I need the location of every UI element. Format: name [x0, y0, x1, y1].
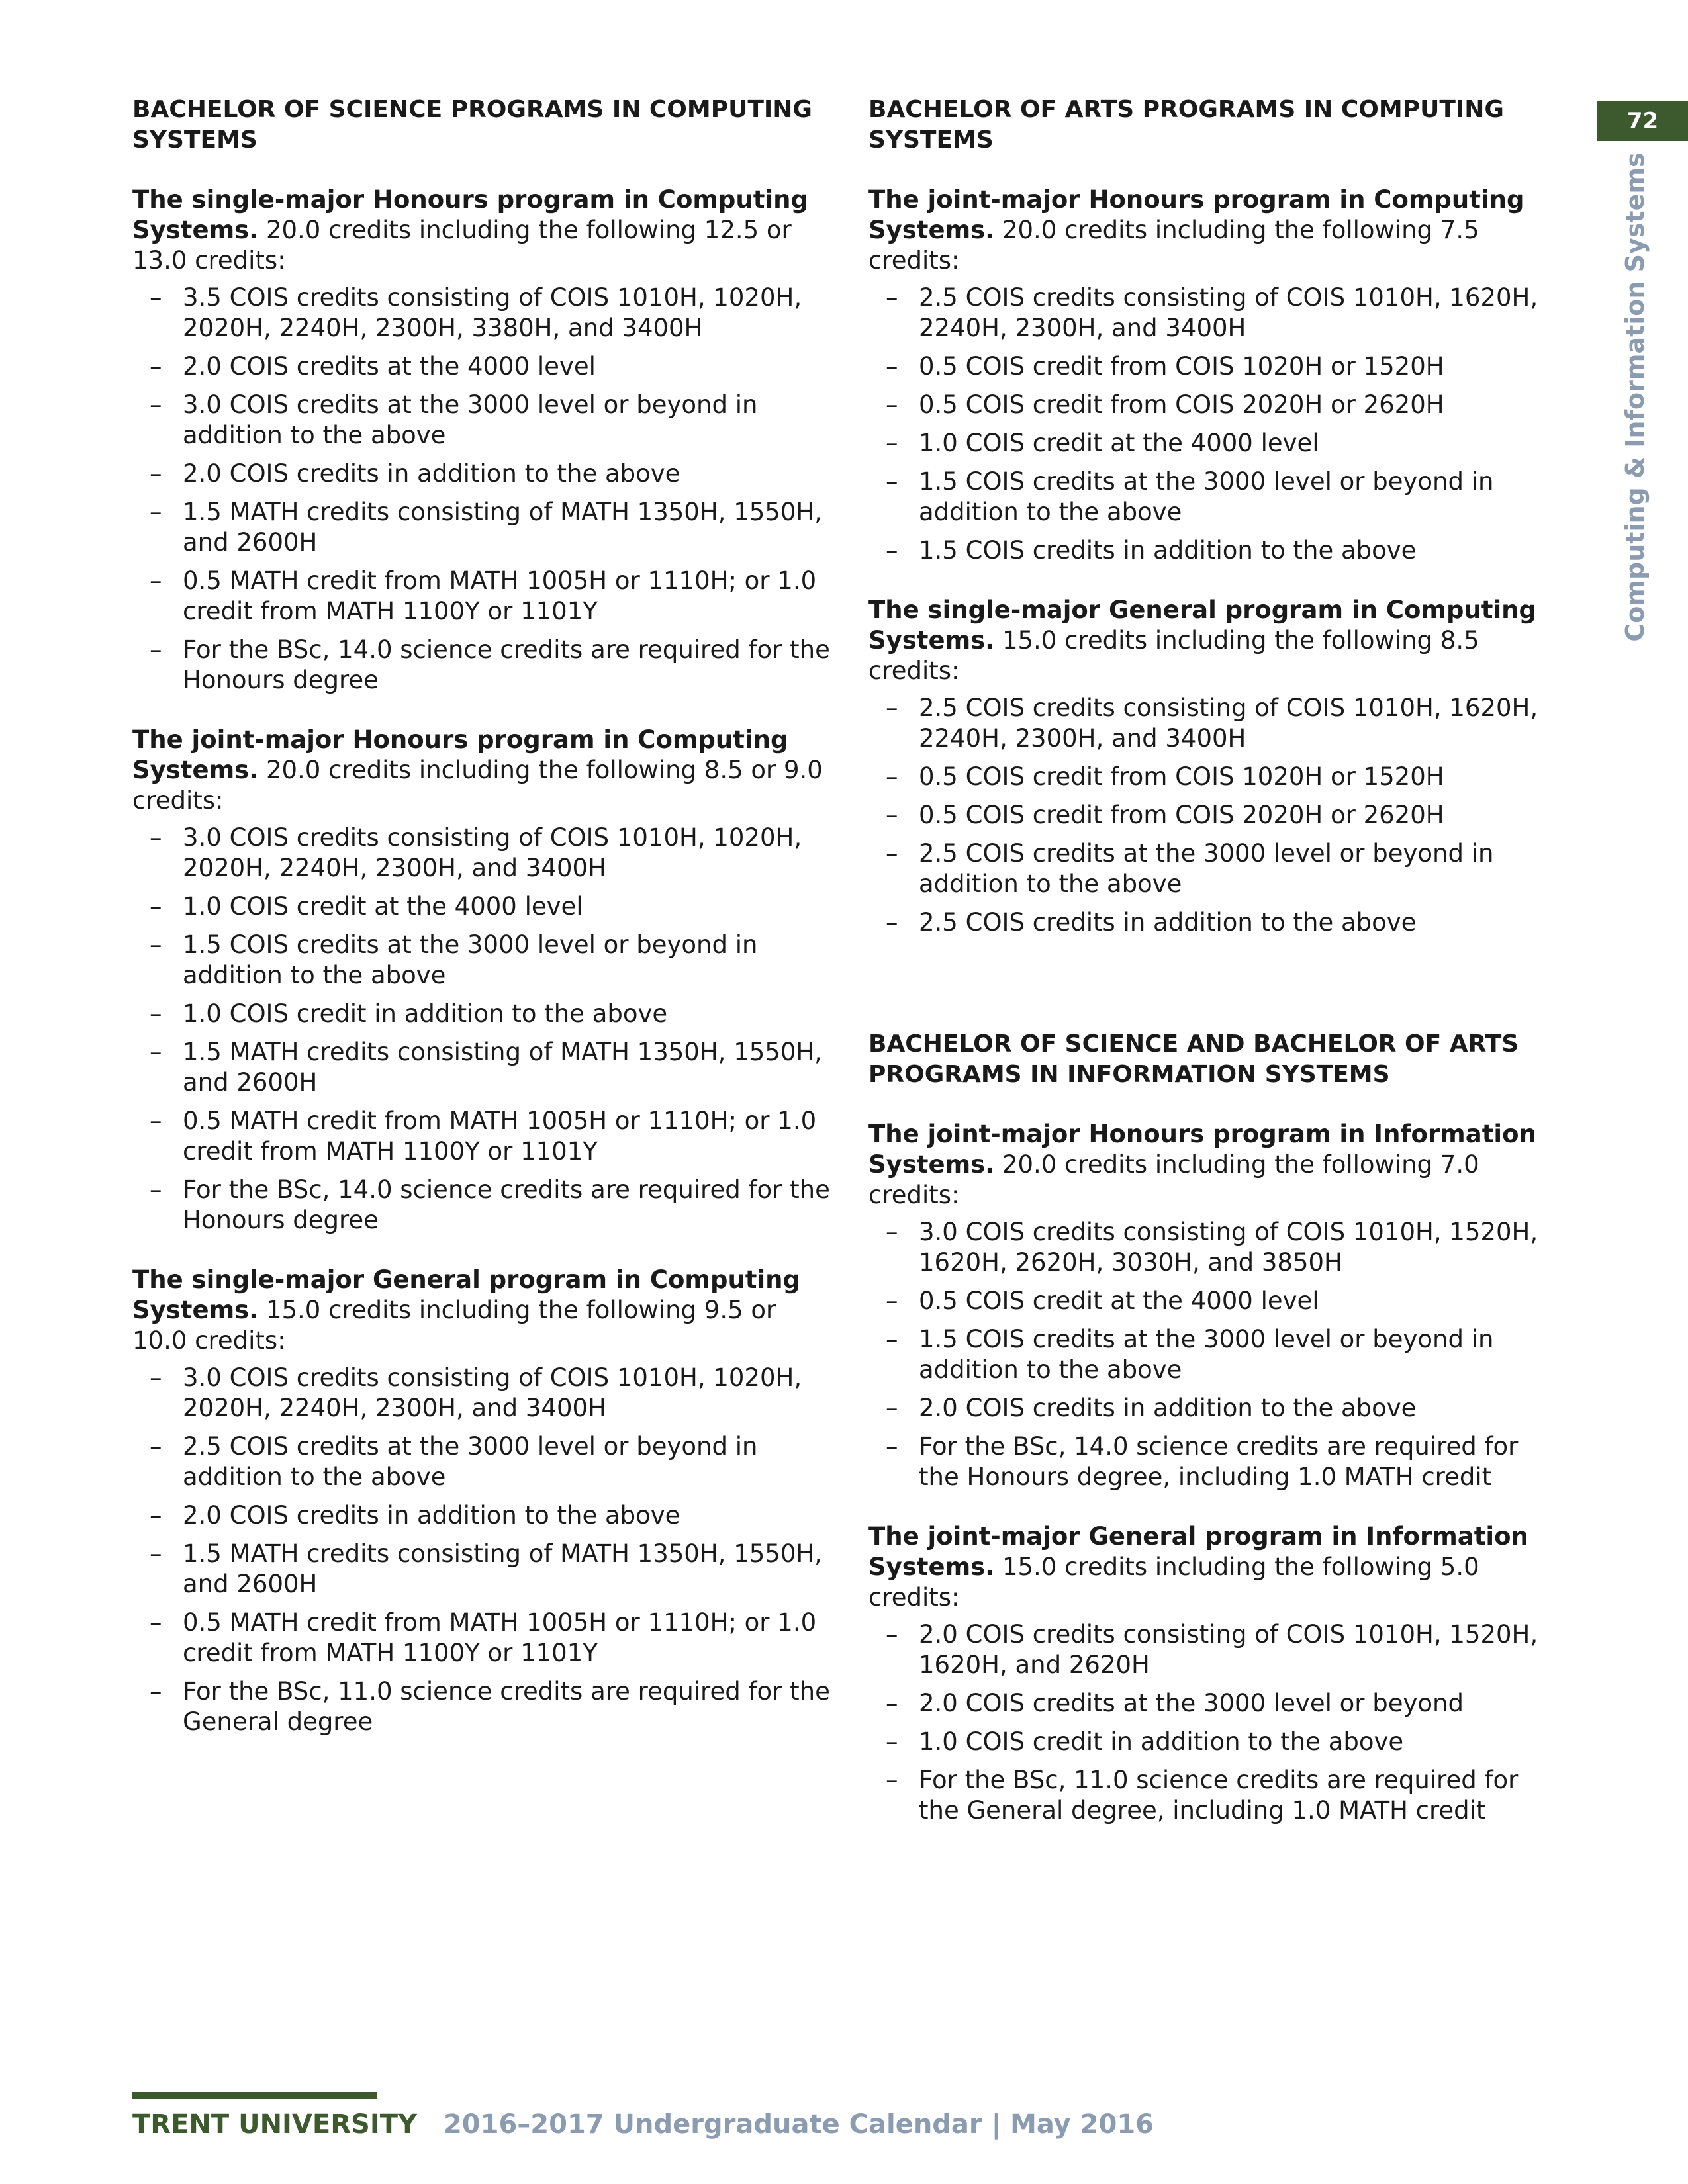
program-intro [132, 725, 831, 816]
dash-bullet: – [886, 429, 898, 457]
requirement-text: 2.5 COIS credits consisting of COIS 1010H, 1620H, 2240H, 2300H, and 3400H [919, 694, 1538, 752]
requirement-text: 1.5 COIS credits at the 3000 level or beyond in addition to the above [919, 1325, 1494, 1384]
requirement-text: 0.5 COIS credit from COIS 2020H or 2620H [919, 390, 1444, 419]
requirement-text: 3.0 COIS credits consisting of COIS 1010H, 1520H, 1620H, 2620H, 3030H, and 3850H [919, 1218, 1538, 1277]
program-intro [868, 185, 1564, 276]
requirement-text: 3.0 COIS credits consisting of COIS 1010H, 1020H, 2020H, 2240H, 2300H, and 3400H [183, 1363, 802, 1422]
dash-bullet: – [150, 498, 162, 526]
requirement-text: For the BSc, 11.0 science credits are required for the General degree [183, 1677, 830, 1736]
requirement-text: 1.0 COIS credit in addition to the above [183, 999, 668, 1028]
dash-bullet: – [886, 1394, 898, 1422]
dash-bullet: – [150, 635, 162, 664]
right-column [868, 95, 1564, 1834]
requirement-text: 1.5 COIS credits at the 3000 level or beyond in addition to the above [183, 931, 758, 989]
dash-bullet: – [150, 892, 162, 921]
program-credits: 15.0 credits including the following 5.0 credits: [868, 1553, 1479, 1612]
program-block [868, 1522, 1564, 1826]
requirement-text: 1.0 COIS credit at the 4000 level [183, 892, 583, 921]
requirements-list [868, 283, 1564, 566]
program-credits: 20.0 credits including the following 12.5 or 13.0 credits: [132, 216, 792, 275]
requirement-item [132, 390, 831, 451]
requirement-text: 0.5 MATH credit from MATH 1005H or 1110H; or 1.0 credit from MATH 1100Y or 1101Y [183, 567, 817, 625]
requirement-text: 2.5 COIS credits at the 3000 level or beyond in addition to the above [183, 1432, 758, 1491]
program-credits: 15.0 credits including the following 8.5 credits: [868, 626, 1479, 685]
requirement-item [868, 1432, 1564, 1492]
program-intro [868, 1119, 1564, 1210]
requirement-text: 2.0 COIS credits in addition to the above [183, 459, 680, 488]
program-title: The joint-major General program in Information Systems. [868, 1522, 1528, 1581]
requirement-item [132, 283, 831, 343]
side-section-title: Computing & Information Systems [1620, 152, 1650, 642]
requirement-item [132, 1608, 831, 1668]
footer [132, 2109, 1154, 2140]
dash-bullet: – [150, 823, 162, 852]
requirement-item [868, 428, 1564, 459]
dash-bullet: – [150, 1363, 162, 1392]
requirement-item [868, 1688, 1564, 1719]
page-number: 72 [1597, 101, 1688, 141]
program-intro [868, 595, 1564, 686]
program-intro [132, 185, 831, 276]
dash-bullet: – [150, 1038, 162, 1066]
requirement-item [132, 891, 831, 922]
dash-bullet: – [150, 931, 162, 959]
requirement-text: 2.0 COIS credits in addition to the above [919, 1394, 1417, 1422]
requirements-list [868, 1619, 1564, 1826]
dash-bullet: – [886, 1325, 898, 1353]
dash-bullet: – [886, 1727, 898, 1756]
section-heading: BACHELOR OF SCIENCE AND BACHELOR OF ARTS PROGRAMS IN INFORMATION SYSTEMS [868, 1030, 1519, 1088]
requirement-text: 2.0 COIS credits at the 3000 level or beyond [919, 1689, 1464, 1717]
requirement-item [868, 762, 1564, 792]
requirements-list [868, 693, 1564, 938]
section-heading: BACHELOR OF SCIENCE PROGRAMS IN COMPUTING SYSTEMS [132, 96, 812, 154]
program-title: The joint-major Honours program in Computing Systems. [868, 185, 1524, 244]
requirement-text: 2.5 COIS credits consisting of COIS 1010H, 1620H, 2240H, 2300H, and 3400H [919, 283, 1538, 342]
dash-bullet: – [886, 283, 898, 312]
dash-bullet: – [150, 1175, 162, 1204]
program-credits: 15.0 credits including the following 9.5 or 10.0 credits: [132, 1296, 776, 1355]
requirement-item [868, 283, 1564, 343]
requirement-item [132, 1500, 831, 1531]
program-block [132, 725, 831, 1236]
dash-bullet: – [886, 467, 898, 496]
requirement-text: 0.5 COIS credit from COIS 1020H or 1520H [919, 352, 1444, 381]
requirement-text: 3.0 COIS credits consisting of COIS 1010H, 1020H, 2020H, 2240H, 2300H, and 3400H [183, 823, 802, 882]
dash-bullet: – [886, 908, 898, 936]
requirement-text: 2.5 COIS credits in addition to the above [919, 908, 1417, 936]
requirement-text: 0.5 COIS credit from COIS 2020H or 2620H [919, 801, 1444, 829]
program-block [868, 185, 1564, 566]
requirement-text: 3.5 COIS credits consisting of COIS 1010H, 1020H, 2020H, 2240H, 2300H, 3380H, and 3400H [183, 283, 802, 342]
requirement-item [868, 1286, 1564, 1316]
requirement-item [868, 1324, 1564, 1385]
requirement-item [868, 535, 1564, 566]
requirement-item [132, 999, 831, 1029]
requirements-list [132, 283, 831, 696]
requirement-item [868, 1393, 1564, 1424]
requirement-text: 2.0 COIS credits in addition to the above [183, 1501, 680, 1529]
requirement-item [868, 839, 1564, 899]
requirement-text: For the BSc, 14.0 science credits are required for the Honours degree [183, 635, 830, 694]
dash-bullet: – [150, 999, 162, 1028]
requirement-item [132, 459, 831, 489]
program-block [132, 1265, 831, 1737]
requirement-text: 1.5 MATH credits consisting of MATH 1350H, 1550H, and 2600H [183, 1038, 822, 1097]
program-credits: 20.0 credits including the following 7.5 credits: [868, 216, 1479, 275]
program-title: The joint-major Honours program in Computing Systems. [132, 725, 788, 784]
left-column [132, 95, 831, 1745]
dash-bullet: – [150, 1608, 162, 1637]
program-block [132, 185, 831, 696]
requirement-text: 1.0 COIS credit at the 4000 level [919, 429, 1319, 457]
requirement-item [132, 1037, 831, 1098]
requirement-item [868, 1619, 1564, 1680]
requirement-text: For the BSc, 14.0 science credits are required for the Honours degree, including 1.0 MATH credit [919, 1432, 1519, 1491]
dash-bullet: – [886, 1432, 898, 1461]
dash-bullet: – [150, 390, 162, 419]
requirement-item [868, 467, 1564, 527]
requirement-text: 1.5 MATH credits consisting of MATH 1350H, 1550H, and 2600H [183, 498, 822, 557]
requirement-item [868, 390, 1564, 420]
dash-bullet: – [150, 567, 162, 595]
program-intro [868, 1522, 1564, 1613]
dash-bullet: – [150, 1677, 162, 1706]
dash-bullet: – [886, 390, 898, 419]
dash-bullet: – [150, 1432, 162, 1461]
dash-bullet: – [886, 1287, 898, 1315]
requirement-text: 0.5 COIS credit from COIS 1020H or 1520H [919, 762, 1444, 791]
dash-bullet: – [886, 762, 898, 791]
program-title: The joint-major Honours program in Information Systems. [868, 1120, 1536, 1179]
dash-bullet: – [886, 1620, 898, 1649]
dash-bullet: – [150, 1107, 162, 1135]
requirements-list [132, 823, 831, 1236]
requirement-item [868, 800, 1564, 831]
requirement-text: 1.0 COIS credit in addition to the above [919, 1727, 1404, 1756]
requirement-text: 1.5 MATH credits consisting of MATH 1350H, 1550H, and 2600H [183, 1539, 822, 1598]
requirement-item [868, 1765, 1564, 1826]
dash-bullet: – [886, 1766, 898, 1794]
dash-bullet: – [886, 536, 898, 565]
dash-bullet: – [886, 1689, 898, 1717]
footer-university: TRENT UNIVERSITY [132, 2109, 417, 2140]
requirement-item [132, 1106, 831, 1167]
dash-bullet: – [886, 801, 898, 829]
requirement-text: 2.5 COIS credits at the 3000 level or beyond in addition to the above [919, 839, 1494, 898]
program-title: The single-major General program in Computing Systems. [132, 1265, 800, 1324]
requirement-text: For the BSc, 11.0 science credits are required for the General degree, including 1.0 MATH credit [919, 1766, 1519, 1825]
dash-bullet: – [150, 459, 162, 488]
requirement-text: 2.0 COIS credits at the 4000 level [183, 352, 596, 381]
requirement-item [132, 1432, 831, 1492]
requirement-item [132, 497, 831, 558]
requirement-item [132, 1539, 831, 1600]
dash-bullet: – [150, 1539, 162, 1568]
requirement-item [132, 1175, 831, 1236]
requirement-text: 0.5 MATH credit from MATH 1005H or 1110H; or 1.0 credit from MATH 1100Y or 1101Y [183, 1107, 817, 1165]
footer-calendar: 2016–2017 Undergraduate Calendar | May 2016 [443, 2109, 1154, 2140]
section-heading: BACHELOR OF ARTS PROGRAMS IN COMPUTING SYSTEMS [868, 96, 1504, 154]
requirement-text: 2.0 COIS credits consisting of COIS 1010H, 1520H, 1620H, and 2620H [919, 1620, 1538, 1679]
requirement-item [868, 351, 1564, 382]
program-intro [132, 1265, 831, 1356]
program-title: The single-major Honours program in Computing Systems. [132, 185, 808, 244]
requirements-list [868, 1217, 1564, 1492]
requirements-list [132, 1363, 831, 1737]
requirement-text: For the BSc, 14.0 science credits are required for the Honours degree [183, 1175, 830, 1234]
dash-bullet: – [150, 283, 162, 312]
dash-bullet: – [886, 1218, 898, 1246]
requirement-item [132, 351, 831, 382]
requirement-item [132, 1676, 831, 1737]
dash-bullet: – [886, 839, 898, 868]
dash-bullet: – [886, 694, 898, 722]
program-credits: 20.0 credits including the following 8.5 or 9.0 credits: [132, 756, 823, 815]
requirement-text: 1.5 COIS credits at the 3000 level or beyond in addition to the above [919, 467, 1494, 526]
dash-bullet: – [886, 352, 898, 381]
requirement-text: 3.0 COIS credits at the 3000 level or beyond in addition to the above [183, 390, 758, 449]
requirement-item [132, 566, 831, 627]
requirement-item [868, 907, 1564, 938]
program-title: The single-major General program in Computing Systems. [868, 596, 1536, 655]
requirement-item [132, 823, 831, 884]
program-block [868, 1119, 1564, 1492]
dash-bullet: – [150, 352, 162, 381]
requirement-text: 1.5 COIS credits in addition to the above [919, 536, 1417, 565]
requirement-item [132, 930, 831, 991]
requirement-item [132, 635, 831, 696]
requirement-item [868, 1217, 1564, 1278]
requirement-text: 0.5 MATH credit from MATH 1005H or 1110H; or 1.0 credit from MATH 1100Y or 1101Y [183, 1608, 817, 1667]
footer-rule [132, 2092, 377, 2099]
requirement-item [132, 1363, 831, 1424]
requirement-text: 0.5 COIS credit at the 4000 level [919, 1287, 1319, 1315]
dash-bullet: – [150, 1501, 162, 1529]
program-credits: 20.0 credits including the following 7.0 credits: [868, 1150, 1479, 1209]
requirement-item [868, 693, 1564, 754]
program-block [868, 595, 1564, 938]
requirement-item [868, 1727, 1564, 1757]
